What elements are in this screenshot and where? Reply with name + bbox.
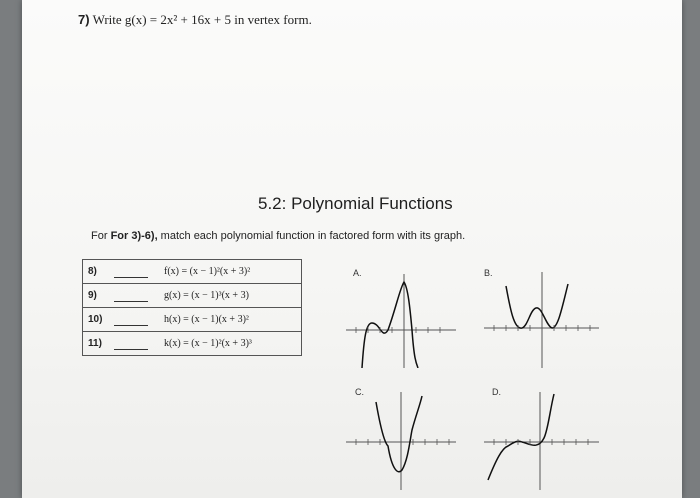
graph-a bbox=[346, 268, 456, 368]
answer-blank[interactable] bbox=[114, 266, 148, 278]
graph-c-label: C. bbox=[355, 387, 364, 397]
function-expression: h(x) = (x − 1)(x + 3)² bbox=[164, 314, 249, 325]
answer-blank[interactable] bbox=[114, 338, 148, 350]
matching-table bbox=[82, 259, 302, 356]
question-7-number: 7) bbox=[78, 12, 90, 27]
function-expression: k(x) = (x − 1)²(x + 3)³ bbox=[164, 338, 252, 349]
instructions: For For 3)-6), match each polynomial function in factored form with its graph. bbox=[91, 230, 466, 242]
answer-blank[interactable] bbox=[114, 290, 148, 302]
row-number: 11) bbox=[88, 338, 102, 349]
instructions-range: For 3)-6), bbox=[110, 230, 158, 242]
question-7-text: Write g(x) = 2x² + 16x + 5 in vertex form. bbox=[92, 12, 312, 27]
table-row bbox=[83, 308, 302, 332]
function-expression: g(x) = (x − 1)³(x + 3) bbox=[164, 290, 249, 301]
graph-b bbox=[484, 268, 599, 368]
graph-c bbox=[346, 390, 456, 490]
row-number: 8) bbox=[88, 266, 97, 277]
graph-d bbox=[484, 390, 599, 490]
graph-a-label: A. bbox=[353, 268, 362, 278]
table-row bbox=[83, 260, 302, 284]
graph-d-label: D. bbox=[492, 387, 501, 397]
row-number: 10) bbox=[88, 314, 103, 325]
instructions-text: match each polynomial function in factored form with its graph. bbox=[157, 230, 466, 242]
row-number: 9) bbox=[88, 290, 97, 301]
function-expression: f(x) = (x − 1)²(x + 3)² bbox=[164, 266, 251, 277]
graph-b-label: B. bbox=[484, 268, 493, 278]
table-row bbox=[83, 284, 302, 308]
answer-blank[interactable] bbox=[114, 314, 148, 326]
question-7 bbox=[78, 12, 312, 28]
section-title: 5.2: Polynomial Functions bbox=[258, 194, 453, 213]
table-row bbox=[83, 332, 302, 356]
